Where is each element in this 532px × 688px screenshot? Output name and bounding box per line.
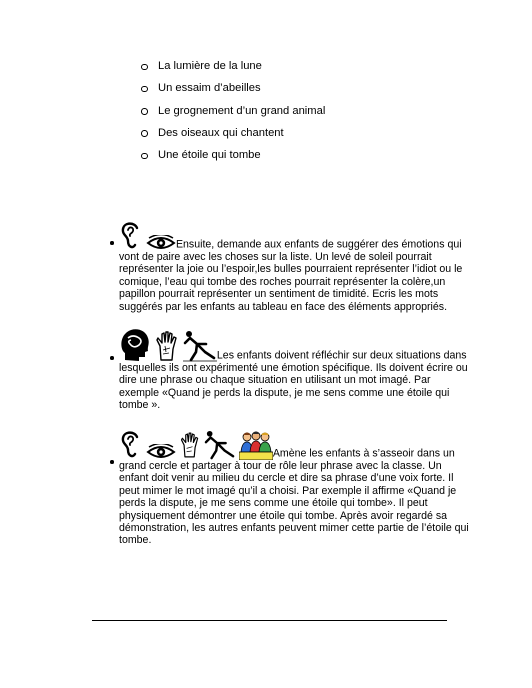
- stretching-figure-icon: [204, 430, 236, 460]
- bullet: [110, 356, 114, 360]
- head-icon: [119, 326, 151, 362]
- circle-bullet: [141, 86, 148, 93]
- ear-icon: [119, 221, 143, 251]
- sub-list: [141, 60, 325, 171]
- hand-icon: [179, 430, 201, 460]
- list-item: La lumière de la lune: [141, 60, 325, 82]
- circle-bullet: [141, 64, 148, 71]
- eye-icon: [146, 235, 176, 251]
- activity-paragraph-1: Ensuite, demande aux enfants de suggérer des émotions qui vont de paire avec les choses sur la liste. Un levé de soleil pourrait représenter la joie ou l’espoir,les bulles pourraient représenter l’idiot ou le comique, l’eau qui tombe des roches pourrait représenter la colère,un papillon pourrait représenter un sentiment de timidité. Ecris les mots suggérés par les enfants au tableau en face des éléments appropriés.: [119, 221, 473, 313]
- bullet: [110, 241, 114, 245]
- eye-icon: [146, 444, 176, 460]
- bullet: [110, 460, 114, 464]
- stretching-figure-icon: [183, 330, 217, 362]
- circle-bullet: [141, 153, 148, 160]
- list-item: Un essaim d’abeilles: [141, 82, 325, 104]
- icon-group: [119, 430, 273, 460]
- hand-icon: [154, 330, 180, 362]
- icon-group: [119, 221, 176, 251]
- ear-icon: [119, 430, 143, 460]
- list-item: Des oiseaux qui chantent: [141, 127, 325, 149]
- activity-paragraph-2: Les enfants doivent réfléchir sur deux situations dans lesquelles ils ont expérimenté une émotion spécifique. Ils doivent écrire ou dire une phrase ou chaque situation en utilisant un mot imagé. Par exemple «Quand je perds la dispute, je me sens comme une étoile qui tombe ».: [119, 326, 473, 412]
- icon-group: [119, 326, 217, 362]
- circle-bullet: [141, 108, 148, 115]
- activity-paragraph-3: Amène les enfants à s’asseoir dans un grand cercle et partager à tour de rôle leur phrase avec la classe. Un enfant doit venir au milieu du cercle et dire sa phrase d’une voix forte. Il peut mimer le mot imagé qu’il a choisi. Par exemple il affirme «Quand je perds la dispute, je me sens comme une étoile qui tombe». Il peut physiquement démontrer une étoile qui tombe. Après avoir regardé sa démonstration, les autres enfants peuvent mimer cette partie de l’étoile qui tombe.: [119, 430, 473, 547]
- group-children-icon: [239, 430, 273, 460]
- list-item: Le grognement d’un grand animal: [141, 105, 325, 127]
- list-item: Une étoile qui tombe: [141, 149, 325, 171]
- footer-divider: [92, 620, 447, 621]
- circle-bullet: [141, 130, 148, 137]
